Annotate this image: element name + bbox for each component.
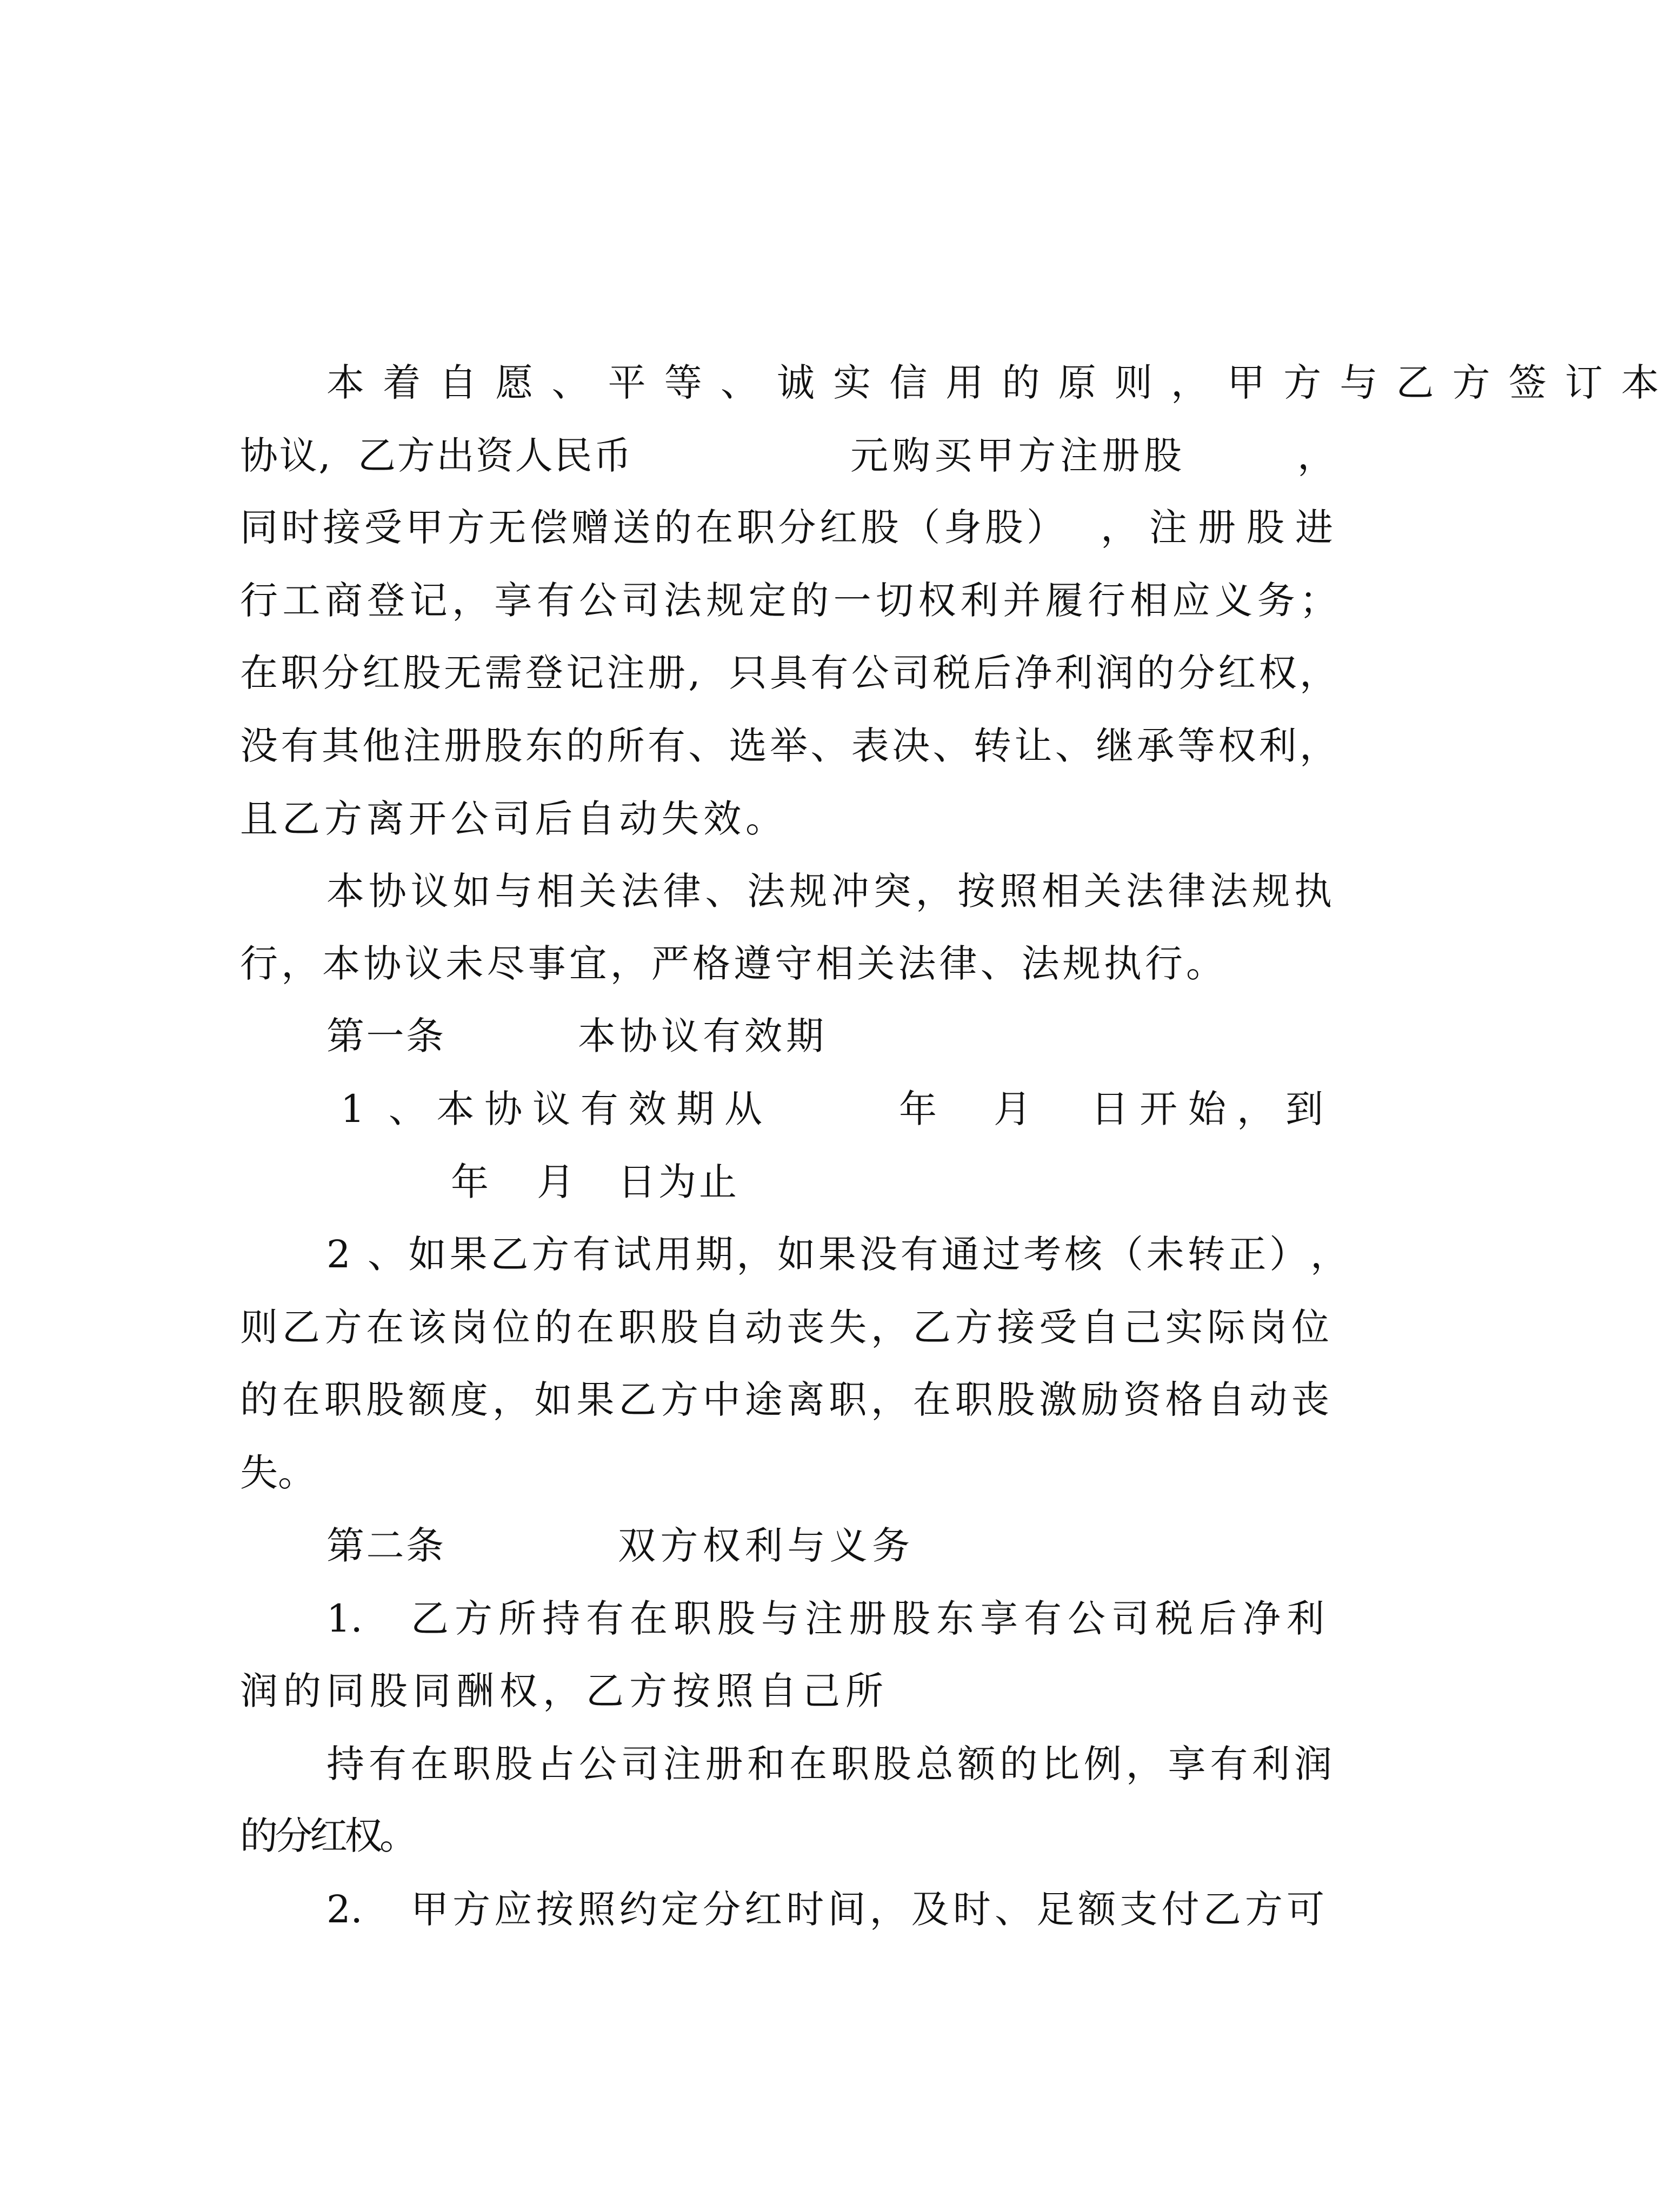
article-1-title: 本 协 议 有 效 期 (578, 1014, 824, 1058)
text-line: 乙 方 所 持 有 在 职 股 与 注 册 股 东 享 有 公 司 税 后 净 利 (411, 1596, 1324, 1641)
list-number: 1. (327, 1596, 363, 1641)
text-line: 润 的 同 股 同 酬 权 ， 乙 方 按 照 自 己 所 (240, 1669, 883, 1713)
text-line: ， 注 册 股 进 (1101, 505, 1333, 550)
text-line: ， (1297, 433, 1335, 478)
article-1-number: 第 一 条 (327, 1014, 444, 1058)
text-line: 失。 (240, 1451, 316, 1495)
month-label: 月 (537, 1160, 575, 1204)
text-line: 元 购 买 甲 方 注 册 股 (850, 433, 1182, 478)
text-line: 协 议 , 乙 方 出 资 人 民 币 (240, 433, 631, 478)
text-line: 甲 方 应 按 照 约 定 分 红 时 间 ， 及 时 、 足 额 支 付 乙 方 可 (411, 1887, 1324, 1932)
text-line: 本 协 议 如 与 相 关 法 律 、 法 规 冲 突 ， 按 照 相 关 法 律 法 规 执 (327, 869, 1332, 913)
text-line: 行 工 商 登 记 ， 享 有 公 司 法 规 定 的 一 切 权 利 并 履 行 相 应 义 务 ； (240, 578, 1337, 623)
validity-start-label: 1 、 本 协 议 有 效 期 从 (341, 1087, 762, 1131)
validity-start-day-label: 日 开 始 ， 到 (1091, 1087, 1323, 1131)
validity-end-day-label: 日 为 止 (618, 1160, 737, 1204)
text-line: 则 乙 方 在 该 岗 位 的 在 职 股 自 动 丧 失 ， 乙 方 接 受 自 己 实 际 岗 位 (240, 1305, 1329, 1349)
text-line: 在 职 分 红 股 无 需 登 记 注 册 , 只 具 有 公 司 税 后 净 利 润 的 分 红 权 ， (240, 651, 1337, 695)
text-line: 的 分 红 权 。 (240, 1814, 417, 1858)
year-label: 年 (899, 1087, 937, 1131)
text-line: 本 着 自 愿 、 平 等 、 诚 实 信 用 的 原 则 ， 甲 方 与 乙 方 签 订 本 (327, 360, 1659, 405)
article-2-number: 第 二 条 (327, 1523, 444, 1568)
month-label: 月 (994, 1087, 1031, 1131)
year-label: 年 (451, 1160, 489, 1204)
text-line: 同 时 接 受 甲 方 无 偿 赠 送 的 在 职 分 红 股 （ 身 股 ） (240, 505, 1064, 550)
text-line: 2 、 如 果 乙 方 有 试 用 期 ， 如 果 没 有 通 过 考 核 （ 未 转 正 ） ， (327, 1232, 1348, 1277)
text-line: 且 乙 方 离 开 公 司 后 自 动 失 效 。 (240, 797, 783, 841)
text-line: 的 在 职 股 额 度 ， 如 果 乙 方 中 途 离 职 ， 在 职 股 激 励 资 格 自 动 丧 (240, 1378, 1329, 1422)
text-line: 没 有 其 他 注 册 股 东 的 所 有 、 选 举 、 表 决 、 转 让 、 继 承 等 权 利 ， (240, 724, 1337, 768)
list-number: 2. (327, 1887, 363, 1932)
text-line: 行 ， 本 协 议 未 尽 事 宜 ， 严 格 遵 守 相 关 法 律 、 法 规 执 行 。 (240, 941, 1224, 986)
article-2-title: 双 方 权 利 与 义 务 (618, 1523, 910, 1568)
text-line: 持 有 在 职 股 占 公 司 注 册 和 在 职 股 总 额 的 比 例 ， 享 有 利 润 (327, 1742, 1332, 1786)
